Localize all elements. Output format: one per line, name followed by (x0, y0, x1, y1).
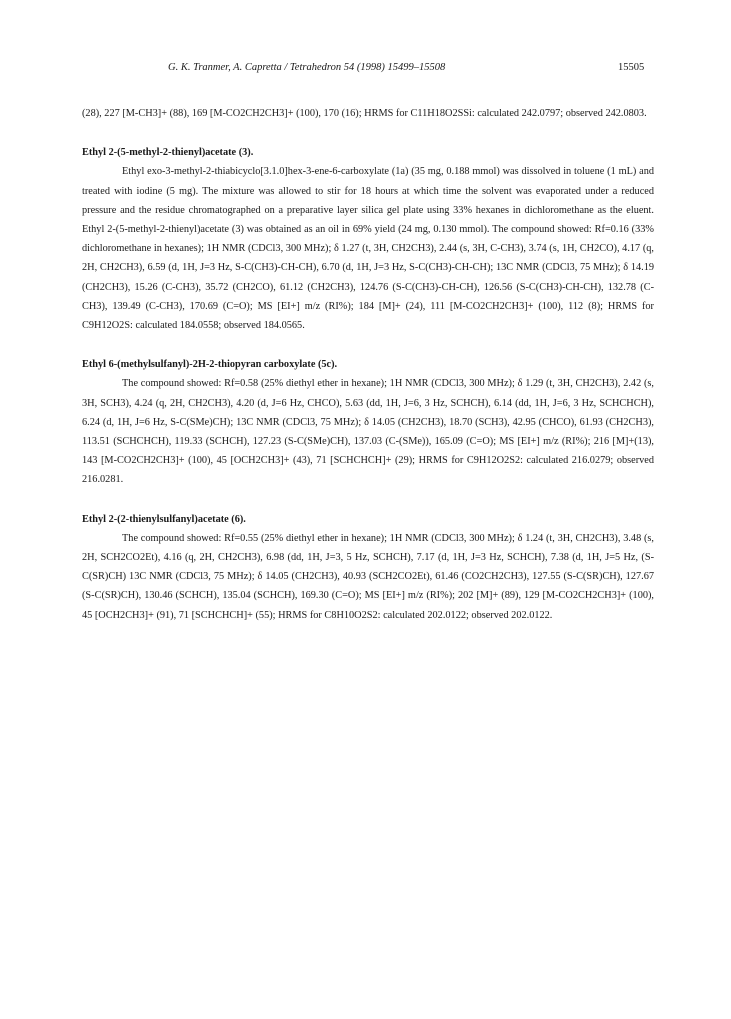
running-title: G. K. Tranmer, A. Capretta / Tetrahedron 54 (1998) 15499–15508 (168, 62, 446, 73)
article-body (82, 104, 654, 625)
compound-5c-paragraph: The compound showed: Rf=0.58 (25% diethyl ether in hexane); 1H NMR (CDCl3, 300 MHz); δ 1.29 (t, 3H, CH2CH3), 2.42 (s, 3H, SCH3), 4.24 (q, 2H, CH2CH3), 4.20 (d, J=6 Hz, CHCO), 5.63 (dd, 1H, J=6, 3 Hz, SCHCH), 6.14 (dd, 1H, J=6, 3 Hz, SCHCHCH), 6.24 (d, 1H, J=6 Hz, S-C(SMe)CH); 13C NMR (CDCl3, 75 MHz); δ 14.05 (CH2CH3), 18.70 (SCH3), 42.95 (CHCO), 61.93 (CH2CH3), 113.51 (SCHCHCH), 119.33 (SCHCH), 127.23 (S-C(SMe)CH), 137.03 (C-(SMe)), 165.09 (C=O); MS [EI+] m/z (RI%); 216 [M]+(13), 143 [M-CO2CH2CH3]+ (100), 45 [OCH2CH3]+ (43), 71 [SCHCHCH]+ (29); HRMS for C9H12O2S2: calculated 216.0279; observed 216.0281. (82, 378, 654, 486)
compound-6-paragraph: The compound showed: Rf=0.55 (25% diethyl ether in hexane); 1H NMR (CDCl3, 300 MHz); δ 1.24 (t, 3H, CH2CH3), 3.48 (s, 2H, SCH2CO2Et), 4.16 (q, 2H, CH2CH3), 6.98 (dd, 1H, J=3, 5 Hz, SCHCH), 7.17 (d, 1H, J=3 Hz, SCHCH), 7.38 (d, 1H, J=5 Hz, (S-C(SR)CH) 13C NMR (CDCl3, 75 MHz); δ 14.05 (CH2CH3), 40.93 (SCH2CO2Et), 61.46 (CO2CH2CH3), 127.55 (S-C(SR)CH), 127.67 (S-C(SR)CH), 130.46 (SCHCH), 135.04 (SCHCH), 169.30 (C=O); MS [EI+] m/z (RI%); 202 [M]+ (89), 129 [M-CO2CH2CH3]+ (100), 45 [OCH2CH3]+ (91), 71 [SCHCHCH]+ (55); HRMS for C8H10O2S2: calculated 202.0122; observed 202.0122. (82, 532, 654, 621)
continued-paragraph: (28), 227 [M-CH3]+ (88), 169 [M-CO2CH2CH3]+ (100), 170 (16); HRMS for C11H18O2SSi: calculated 242.0797; observed 242.0803. (82, 108, 647, 119)
compound-5c-heading: Ethyl 6-(methylsulfanyl)-2H-2-thiopyran carboxylate (5c). (82, 359, 338, 371)
compound-3-heading: Ethyl 2-(5-methyl-2-thienyl)acetate (3). (82, 147, 254, 159)
compound-3-paragraph: Ethyl exo-3-methyl-2-thiabicyclo[3.1.0]hex-3-ene-6-carboxylate (1a) (35 mg, 0.188 mmol) was dissolved in toluene (1 mL) and treated with iodine (5 mg). The mixture was allowed to stir for 18 hours at which time the solvent was evaporated under a reduced pressure and the residue chromatographed on a preparative layer silica gel plate using 33% hexanes in dichloromethane as the eluent. Ethyl 2-(5-methyl-2-thienyl)acetate (3) was obtained as an oil in 69% yield (24 mg, 0.130 mmol). The compound showed: Rf=0.16 (33% dichloromethane in hexanes); 1H NMR (CDCl3, 300 MHz); δ 1.27 (t, 3H, CH2CH3), 2.44 (s, 3H, C-CH3), 3.74 (s, 1H, CH2CO), 4.17 (q, 2H, CH2CH3), 6.59 (d, 1H, J=3 Hz, S-C(CH3)-CH-CH), 6.70 (d, 1H, J=3 Hz, S-C(CH3)-CH-CH); 13C NMR (CDCl3, 75 MHz); δ 14.19 (CH2CH3), 15.26 (C-CH3), 35.72 (CH2CO), 61.12 (CH2CH3), 124.76 (S-C(CH3)-CH-CH), 126.56 (S-C(CH3)-CH-CH), 132.78 (C-CH3), 139.49 (C-CH3), 170.69 (C=O); MS [EI+] m/z (RI%); 184 [M]+ (24), 111 [M-CO2CH2CH3]+ (100), 112 (8); HRMS for C9H12O2S: calculated 184.0558; observed 184.0565. (82, 166, 654, 332)
running-header (0, 62, 731, 78)
page-number: 15505 (618, 62, 645, 73)
compound-6-heading: Ethyl 2-(2-thienylsulfanyl)acetate (6). (82, 513, 246, 525)
